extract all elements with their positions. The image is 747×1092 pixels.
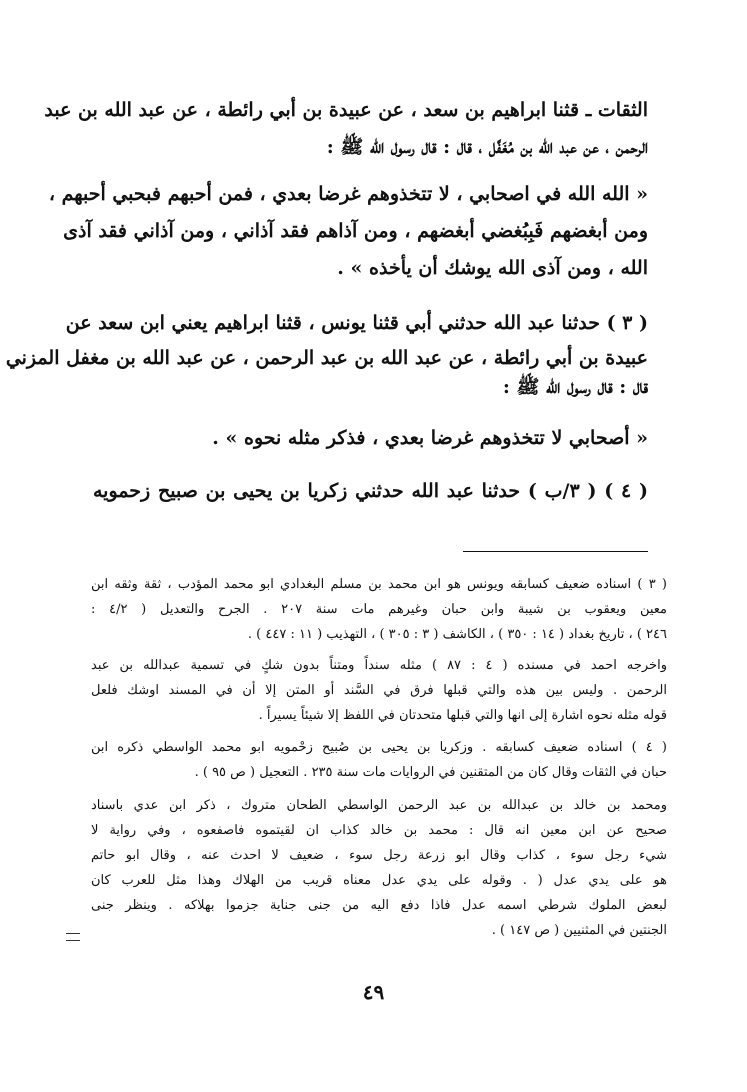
page-number: ٤٩: [362, 980, 385, 1004]
margin-mark: [66, 933, 80, 941]
footnote-line: الجنتين في المثنيين ( ص ١٤٧ ) .: [491, 923, 667, 938]
footnote-line: معين ويعقوب بن شيبة وابن حبان وغيرهم مات سنة ٢٠٧ . الجرح والتعديل ( ٤/٢ :: [91, 602, 667, 617]
footnote-line: ومحمد بن خالد بن عبدالله بن عبد الرحمن الواسطي الطحان متروك ، ذكر ابن عدي باسناد: [91, 798, 667, 813]
footnote-line: ٢٤٦ ) ، تاريخ بغداد ( ١٤ : ٣٥٠ ) ، الكاشف ( ٣ : ٣٠٥ ) ، التهذيب ( ١١ : ٤٤٧ ) .: [247, 627, 667, 642]
footnote-line: ( ٣ ) اسناده ضعيف كسابقه ويونس هو ابن محمد بن مسلم البغدادي ابو محمد المؤدب ، ثقة وثقه ابن: [91, 577, 667, 592]
text-line: عبيدة بن أبي رائطة ، عن عبد الله بن عبد الرحمن ، عن عبد الله بن مغفل المزني: [5, 347, 648, 369]
footnote-line: صحيح عن ابن معين انه قال : محمد بن خالد كذاب ان لقيتموه فاصفعوه ، وفي رواية لا: [91, 823, 667, 838]
text-line: قال : قال رسول الله ﷺ :: [502, 376, 648, 398]
text-line: ( ٣ ) حدثنا عبد الله حدثني أبي قثنا يونس ، قثنا ابراهيم يعني ابن سعد عن: [65, 312, 648, 334]
footnote-line: هو على يدي عدل ( . وقوله على يدي عدل معناه قريب من الهلاك وهذا مثل للعرب كان: [91, 873, 667, 888]
text-line: الثقات ـ قثنا ابراهيم بن سعد ، عن عبيدة بن أبي رائطة ، عن عبد الله بن عبد: [44, 99, 648, 121]
footnote-line: حبان في الثقات وقال كان من المتقنين في الروايات مات سنة ٢٣٥ . التعجيل ( ص ٩٥ ) .: [194, 765, 667, 780]
text-line: « الله الله في اصحابي ، لا تتخذوهم غرضا بعدي ، فمن أحبهم فبحبي أحبهم ،: [48, 183, 648, 205]
footnote-line: قوله مثله نحوه اشارة إلى انها والتي قبلها متحدتان في اللفظ إلا شيئاً يسيراً .: [258, 708, 667, 723]
text-line: ( ٤ ) ( ٣/ب ) حدثنا عبد الله حدثني زكريا بن يحيى بن صبيح زحمويه: [93, 480, 648, 502]
footnote-line: ( ٤ ) اسناده ضعيف كسابقه . وزكريا بن يحيى بن صُبيح زحْمويه ابو محمد الواسطي ذكره ابن: [91, 740, 667, 755]
footnote-divider: [463, 551, 648, 552]
text-line: الرحمن ، عن عبد الله بن مُغَفَّل ، قال : قال رسول الله ﷺ :: [326, 136, 648, 158]
footnote-line: شيء رجل سوء ، كذاب وقال ابو زرعة رجل سوء ، ضعيف لا احدث عنه ، وقال ابو حاتم: [91, 848, 667, 863]
text-line: « أصحابي لا تتخذوهم غرضا بعدي ، فذكر مثله نحوه » .: [212, 427, 648, 449]
text-line: الله ، ومن آذى الله يوشك أن يأخذه » .: [337, 257, 648, 279]
text-line: ومن أبغضهم فَبِبُغضي أبغضهم ، ومن آذاهم فقد آذاني ، ومن آذاني فقد آذى: [63, 220, 648, 242]
footnote-line: الرحمن . وليس بين هذه والتي قبلها فرق في السَّند أو المتن إلا أن في المسند اوشك فلعل: [91, 683, 667, 698]
footnote-line: لبعض الملوك شرطي اسمه عدل فاذا دفع اليه من جنى جناية جزموا بهلاكه . وينظر جنى: [91, 898, 667, 913]
footnote-line: واخرجه احمد في مسنده ( ٤ : ٨٧ ) مثله سنداً ومتناً بدون شكٍ في تسمية عبدالله بن عبد: [91, 658, 667, 673]
